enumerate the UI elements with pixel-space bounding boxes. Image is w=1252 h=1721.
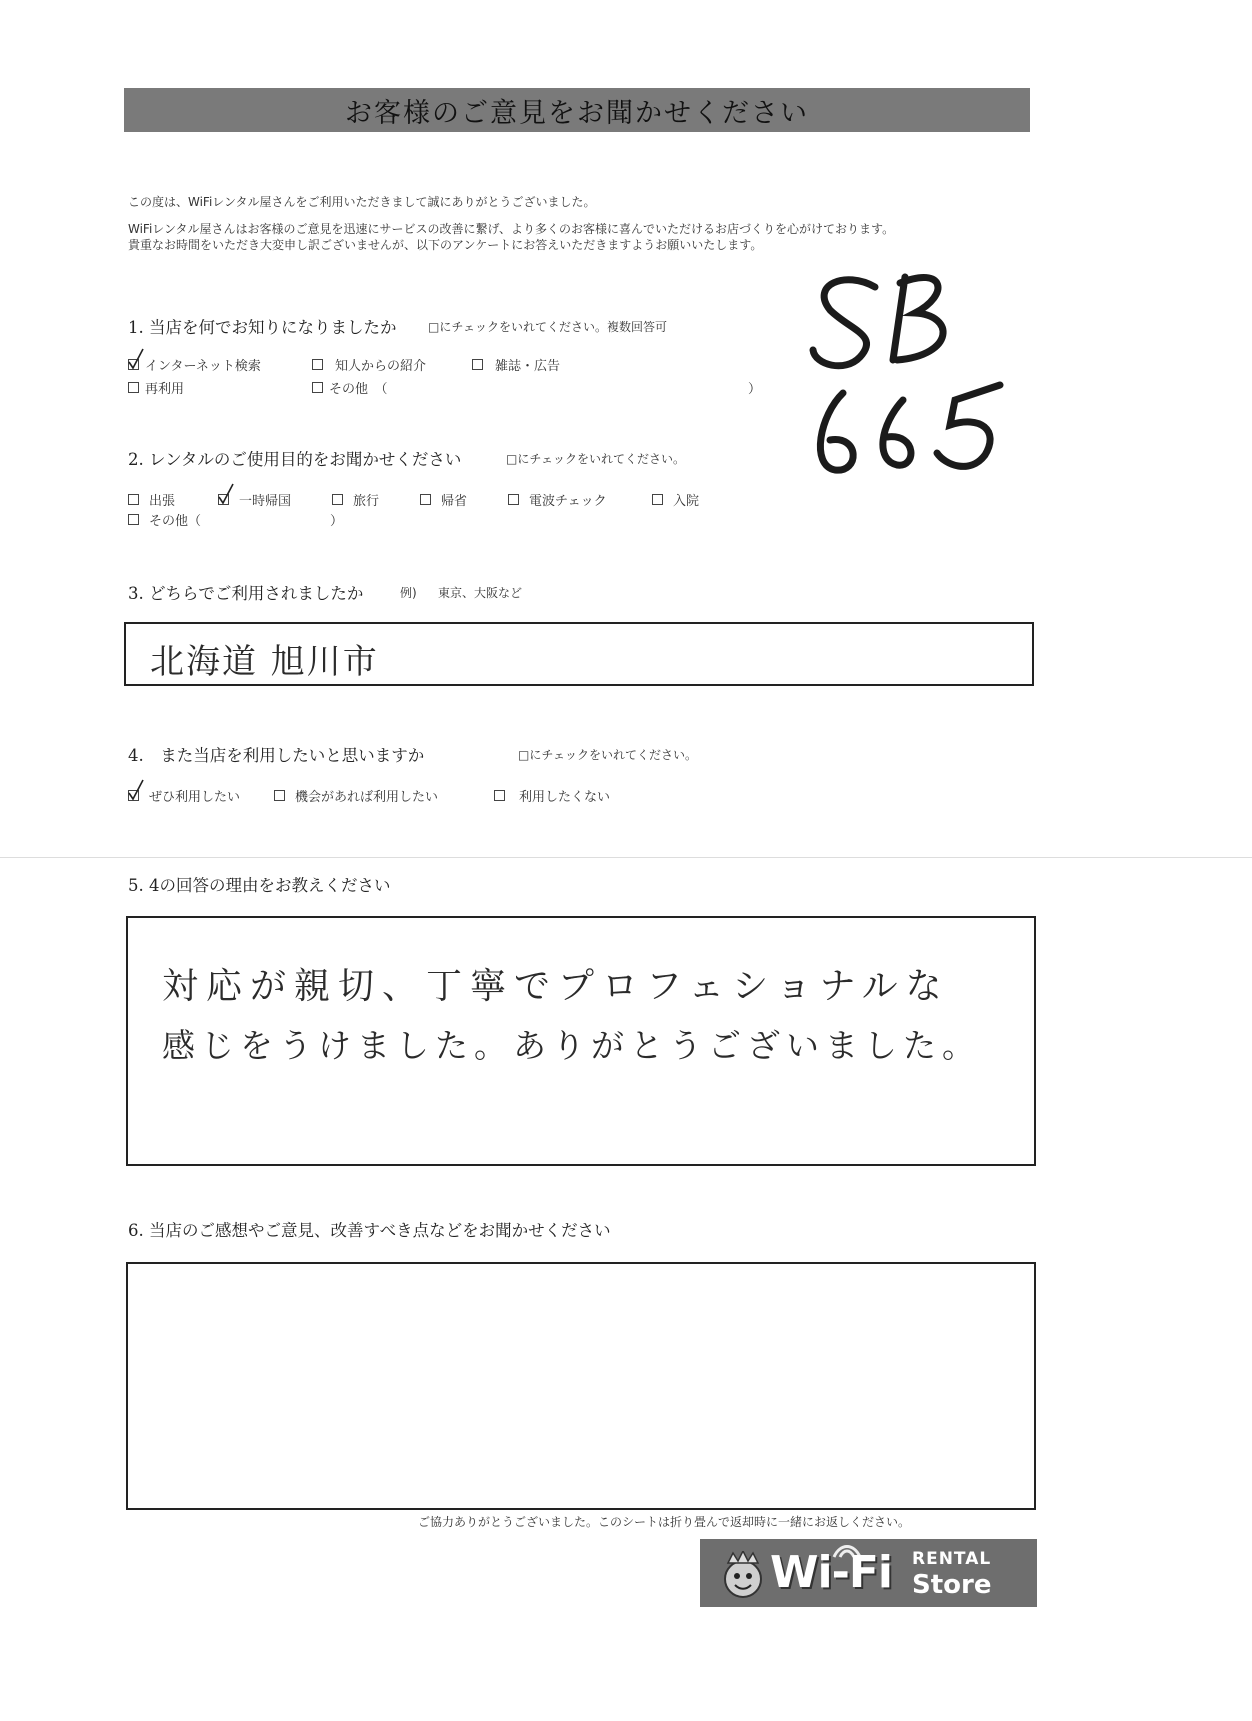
logo-store-text: Store xyxy=(912,1570,992,1600)
checkbox[interactable] xyxy=(420,494,431,505)
intro-line-3: 貴重なお時間をいただき大変申し訳ございませんが、以下のアンケートにお答えいただきますようお願いいたします。 xyxy=(128,238,763,252)
checkbox[interactable] xyxy=(128,359,139,370)
check-mark-icon xyxy=(217,483,235,505)
q2-option-hospital[interactable]: 入院 xyxy=(652,490,699,509)
q2-other-close-paren: ） xyxy=(330,514,344,529)
q5-title: 5. 4の回答の理由をお教えください xyxy=(128,876,391,895)
logo-wifi-text: Wi-Fi xyxy=(770,1547,893,1598)
q3-answer-text: 北海道 旭川市 xyxy=(150,642,379,682)
mascot-icon xyxy=(718,1551,768,1599)
q1-other-close-paren: ） xyxy=(748,382,762,397)
logo-rental-text: RENTAL xyxy=(912,1549,992,1569)
q5-answer-field[interactable] xyxy=(126,916,1036,1166)
q1-option-internet[interactable]: インターネット検索 xyxy=(128,355,261,374)
checkbox[interactable] xyxy=(508,494,519,505)
q4-option-no[interactable]: 利用したくない xyxy=(494,786,610,805)
checkbox[interactable] xyxy=(494,790,505,801)
checkbox[interactable] xyxy=(312,382,323,393)
q1-option-magazine[interactable]: 雑誌・広告 xyxy=(472,355,560,374)
intro-line-2: WiFiレンタル屋さんはお客様のご意見を迅速にサービスの改善に繋げ、より多くのお客様に喜んでいただけるお店づくりを心がけております。 xyxy=(128,222,895,236)
checkbox[interactable] xyxy=(312,359,323,370)
q6-answer-field[interactable] xyxy=(126,1262,1036,1510)
q4-note: □にチェックをいれてください。 xyxy=(518,748,697,762)
q3-example-label: 例) xyxy=(400,586,417,600)
q1-option-reuse[interactable]: 再利用 xyxy=(128,378,184,397)
q6-title: 6. 当店のご感想やご意見、改善すべき点などをお聞かせください xyxy=(128,1221,611,1240)
check-mark-icon xyxy=(127,779,145,801)
q4-option-definitely[interactable]: ぜひ利用したい xyxy=(128,786,240,805)
q3-answer-field[interactable] xyxy=(124,622,1034,686)
checkbox[interactable] xyxy=(472,359,483,370)
q2-note: □にチェックをいれてください。 xyxy=(506,452,685,466)
q2-option-business-trip[interactable]: 出張 xyxy=(128,490,175,509)
handwritten-code-mark xyxy=(805,265,1015,505)
check-mark-icon xyxy=(127,348,145,370)
checkbox[interactable] xyxy=(218,494,229,505)
q1-title: 1. 当店を何でお知りになりましたか xyxy=(128,318,397,337)
checkbox[interactable] xyxy=(332,494,343,505)
checkbox[interactable] xyxy=(652,494,663,505)
q3-title: 3. どちらでご利用されましたか xyxy=(128,584,364,603)
q3-example: 東京、大阪など xyxy=(438,586,523,600)
checkbox[interactable] xyxy=(128,790,139,801)
q2-option-signal-check[interactable]: 電波チェック xyxy=(508,490,607,509)
checkbox[interactable] xyxy=(128,382,139,393)
intro-line-1: この度は、WiFiレンタル屋さんをご利用いただきまして誠にありがとうございました。 xyxy=(128,195,596,209)
q4-option-if-chance[interactable]: 機会があれば利用したい xyxy=(274,786,438,805)
handwritten-code xyxy=(805,265,1015,505)
q2-option-homecoming[interactable]: 帰省 xyxy=(420,490,467,509)
q1-note: □にチェックをいれてください。複数回答可 xyxy=(428,320,667,334)
q2-option-travel[interactable]: 旅行 xyxy=(332,490,379,509)
q5-answer-line-1: 対応が親切、丁寧でプロフェショナルな xyxy=(162,966,950,1007)
q2-option-other[interactable]: その他（ xyxy=(128,510,201,529)
footer-note: ご協力ありがとうございました。このシートは折り畳んで返却時に一緒にお返しください。 xyxy=(418,1515,911,1529)
checkbox[interactable] xyxy=(128,494,139,505)
q5-answer-line-2: 感じをうけました。ありがとうございました。 xyxy=(162,1026,981,1065)
q1-option-other[interactable]: その他 （ xyxy=(312,378,388,397)
wifi-rental-store-logo xyxy=(700,1539,1037,1607)
q2-title: 2. レンタルのご使用目的をお聞かせください xyxy=(128,450,462,469)
checkbox[interactable] xyxy=(128,514,139,525)
fold-line xyxy=(0,857,1252,858)
q2-option-temporary-return[interactable]: 一時帰国 xyxy=(218,490,291,509)
q4-title: 4. また当店を利用したいと思いますか xyxy=(128,746,425,765)
checkbox[interactable] xyxy=(274,790,285,801)
form-title: お客様のご意見をお聞かせください xyxy=(124,88,1030,132)
q1-option-referral[interactable]: 知人からの紹介 xyxy=(312,355,426,374)
